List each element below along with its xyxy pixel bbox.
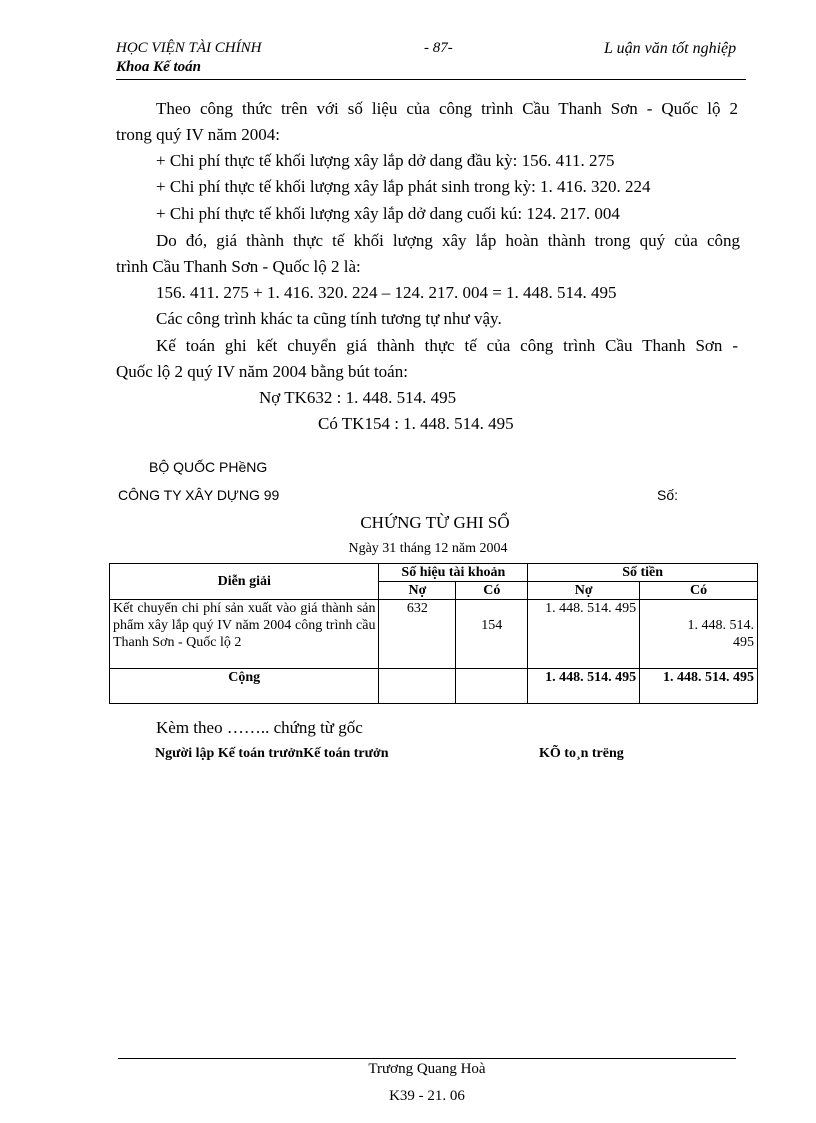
total-credit-amount: 1. 448. 514. 495: [640, 669, 758, 704]
voucher-table: [109, 563, 758, 704]
row-description: Kết chuyển chi phí sản xuất vào giá thành sản phẩm xây lắp quý IV năm 2004 công trình cầu Thanh Sơn - Quốc lộ 2: [110, 600, 379, 669]
cost-opening: + Chi phí thực tế khối lượng xây lắp dở dang đầu kỳ: 156. 411. 275: [156, 151, 615, 170]
voucher-number-label: Số:: [657, 487, 679, 503]
header-institution: HỌC VIỆN TÀI CHÍNH: [116, 40, 262, 56]
header-rule: [116, 79, 746, 80]
cost-formula: 156. 411. 275 + 1. 416. 320. 224 – 124. 217. 004 = 1. 448. 514. 495: [156, 283, 617, 302]
col-debit-amount-header: Nợ: [528, 582, 640, 600]
para1-line1: Theo công thức trên với số liệu của công trình Cầu Thanh Sơn - Quốc lộ 2: [156, 99, 738, 118]
para1-line2: trong quý IV năm 2004:: [116, 125, 281, 144]
para3: Các công trình khác ta cũng tính tương tự như vậy.: [156, 309, 502, 328]
total-label: Cộng: [110, 669, 379, 704]
total-row: [110, 669, 758, 704]
header-thesis-label: L uận văn tốt nghiệp: [604, 40, 737, 57]
total-debit-amount: 1. 448. 514. 495: [528, 669, 640, 704]
col-debit-account-header: Nợ: [379, 582, 456, 600]
journal-entry-debit: Nợ TK632 : 1. 448. 514. 495: [259, 388, 457, 407]
para2-line2: trình Cầu Thanh Sơn - Quốc lộ 2 là:: [116, 257, 361, 276]
col-account-group-header: Số hiệu tài khoản: [379, 564, 528, 582]
col-credit-account-header: Có: [456, 582, 528, 600]
voucher-company: CÔNG TY XÂY DỰNG 99: [118, 487, 280, 503]
para4-line1: Kế toán ghi kết chuyển giá thành thực tế của công trình Cầu Thanh Sơn -: [156, 336, 738, 355]
table-row: [110, 600, 758, 669]
total-debit-account: [379, 669, 456, 704]
header-faculty: Khoa Kế toán: [116, 59, 202, 75]
footer-author: Trương Quang Hoà: [368, 1061, 486, 1077]
cost-closing: + Chi phí thực tế khối lượng xây lắp dở dang cuối kú: 124. 217. 004: [156, 204, 620, 223]
para2-line1: Do đó, giá thành thực tế khối lượng xây lắp hoàn thành trong quý của công: [156, 231, 740, 250]
row-debit-account: 632: [379, 600, 456, 669]
row-credit-amount: 1. 448. 514. 495: [640, 600, 758, 669]
row-credit-account: 154: [456, 600, 528, 669]
voucher-date: Ngày 31 tháng 12 năm 2004: [348, 541, 508, 556]
attached-documents: Kèm theo …….. chứng từ gốc: [156, 718, 363, 737]
total-credit-account: [456, 669, 528, 704]
col-description-header: Diễn giải: [110, 564, 379, 600]
signature-chief-accountant: KÕ to¸n trëng: [539, 746, 624, 761]
voucher-title: CHỨNG TỪ GHI SỔ: [360, 513, 510, 532]
cost-incurred: + Chi phí thực tế khối lượng xây lắp phát sinh trong kỳ: 1. 416. 320. 224: [156, 177, 651, 196]
footer-class-code: K39 - 21. 06: [389, 1088, 465, 1104]
col-credit-amount-header: Có: [640, 582, 758, 600]
row-debit-amount: 1. 448. 514. 495: [528, 600, 640, 669]
footer-rule: [118, 1058, 736, 1059]
para4-line2: Quốc lộ 2 quý IV năm 2004 bằng bút toán:: [116, 362, 408, 381]
journal-entry-credit: Có TK154 : 1. 448. 514. 495: [318, 414, 514, 433]
signature-preparer: Người lập Kế toán trưởnKế toán trưởn: [155, 746, 389, 761]
voucher-ministry: BỘ QUỐC PHềNG: [149, 459, 268, 475]
col-amount-group-header: Số tiền: [528, 564, 758, 582]
header-page-number: - 87-: [424, 40, 453, 56]
